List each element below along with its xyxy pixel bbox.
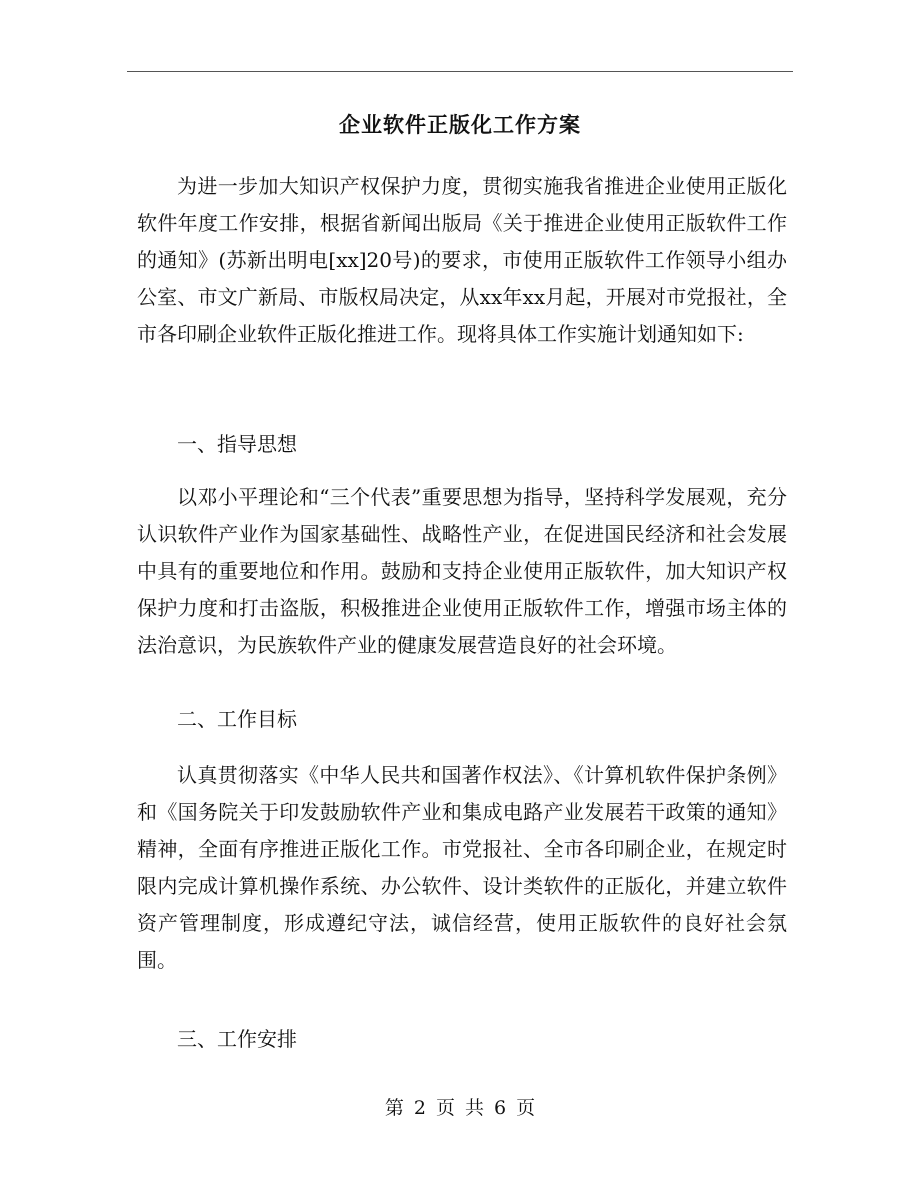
section-heading-work-arrangement: 三、工作安排: [177, 1027, 297, 1051]
page-footer: 第 2 页 共 6 页: [384, 1097, 536, 1119]
section-heading-guiding-ideology: 一、指导思想: [177, 432, 297, 456]
page-title: 企业软件正版化工作方案: [339, 112, 581, 137]
intro-paragraph: 为进一步加大知识产权保护力度，贯彻实施我省推进企业使用正版化软件年度工作安排，根据省新闻出版局《关于推进企业使用正版软件工作的通知》(苏新出明电[xx]20号)的要求，市使用正版软件工作领导小组办公室、市文广新局、市版权局决定，从xx年xx月起，开展对市党报社，全市各印刷企业软件正版化推进工作。现将具体工作实施计划通知如下:: [137, 174, 787, 346]
section-heading-work-goals: 二、工作目标: [177, 707, 297, 731]
section-body-work-goals: 认真贯彻落实《中华人民共和国著作权法》、《计算机软件保护条例》和《国务院关于印发鼓励软件产业和集成电路产业发展若干政策的通知》精神，全面有序推进正版化工作。市党报社、全市各印刷企业，在规定时限内完成计算机操作系统、办公软件、设计类软件的正版化，并建立软件资产管理制度，形成遵纪守法，诚信经营，使用正版软件的良好社会氛围。: [137, 763, 787, 972]
section-body-guiding-ideology: 以邓小平理论和“三个代表”重要思想为指导，坚持科学发展观，充分认识软件产业作为国家基础性、战略性产业，在促进国民经济和社会发展中具有的重要地位和作用。鼓励和支持企业使用正版软件，加大知识产权保护力度和打击盗版，积极推进企业使用正版软件工作，增强市场主体的法治意识，为民族软件产业的健康发展营造良好的社会环境。: [137, 485, 787, 657]
header-rule: [127, 71, 793, 72]
